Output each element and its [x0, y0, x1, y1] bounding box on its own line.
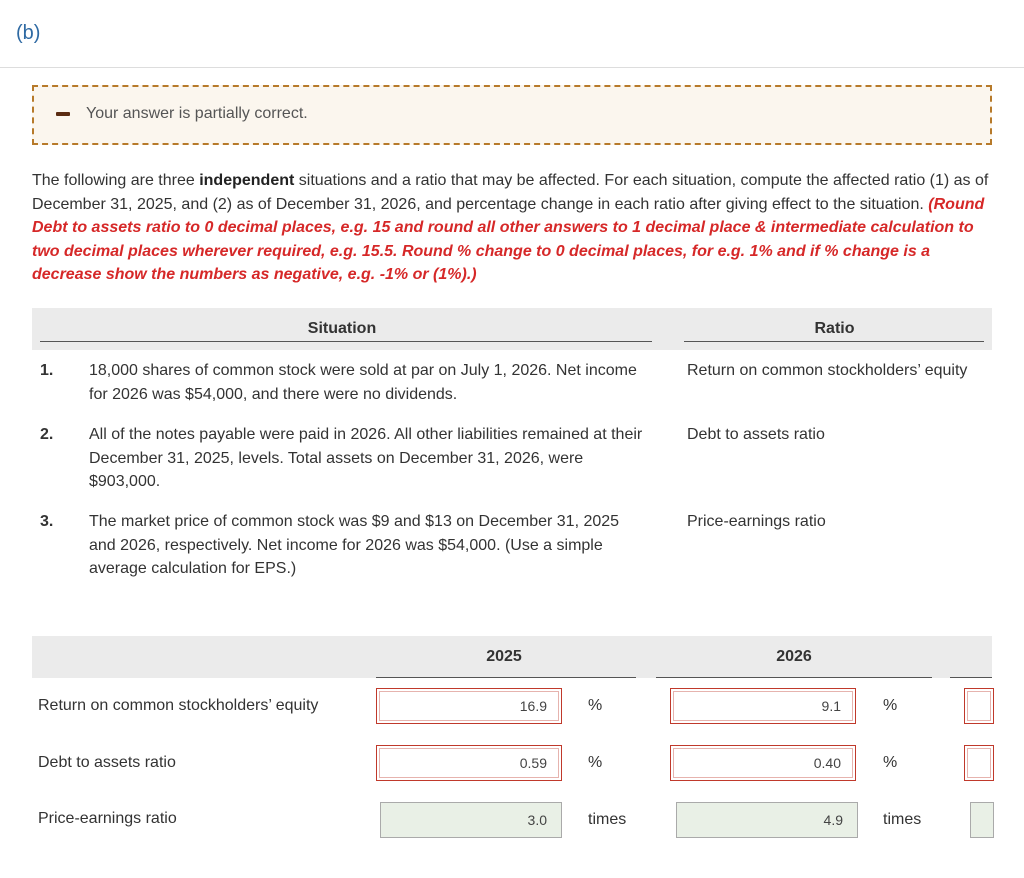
instructions-text-2: situations and a ratio that may be affected. For each situation, compute the affected ratio (1) as of December 31, 2025, and (2) as of December 31, 2026, and percentage change in each ratio after giving effect to the situation. [32, 172, 989, 213]
unit-label: % [588, 754, 603, 771]
part-label: (b) [16, 22, 41, 44]
situation-text: 18,000 shares of common stock were sold at par on July 1, 2026. Net income for 2026 was $54,000, and there were no dividends. [89, 362, 637, 403]
pe-change-input[interactable] [970, 802, 994, 838]
situation-ratio: Price-earnings ratio [687, 513, 826, 530]
unit-label: % [588, 697, 603, 714]
header-2025: 2025 [486, 648, 522, 665]
pe-2026-input[interactable]: 4.9 [676, 802, 858, 838]
answer-row-label: Return on common stockholders’ equity [38, 697, 319, 714]
top-separator [0, 67, 1024, 68]
instructions [32, 169, 997, 287]
roe-2026-input[interactable]: 9.1 [670, 688, 856, 724]
header-2026: 2026 [776, 648, 812, 665]
header-situation: Situation [307, 320, 377, 337]
roe-change-input[interactable] [964, 688, 994, 724]
debt-assets-2026-input[interactable]: 0.40 [670, 745, 856, 781]
debt-assets-2025-input[interactable]: 0.59 [376, 745, 562, 781]
unit-label: % [883, 697, 898, 714]
answer-row-label: Debt to assets ratio [38, 754, 176, 771]
situation-number: 1. [40, 362, 54, 379]
instructions-text: The following are three [32, 172, 200, 189]
situation-ratio: Debt to assets ratio [687, 426, 825, 443]
situation-text: All of the notes payable were paid in 2026. All other liabilities remained at their December 31, 2025, levels. Total assets on December 31, 2026, were $903,000. [89, 426, 643, 490]
unit-label: % [883, 754, 898, 771]
feedback-banner [32, 85, 992, 145]
instructions-bold: independent [199, 172, 295, 189]
situation-text: The market price of common stock was $9 and $13 on December 31, 2025 and 2026, respectively. Net income for 2026 was $54,000. (Use a simple average calculation for EPS.) [89, 513, 620, 577]
situation-ratio: Return on common stockholders’ equity [687, 362, 968, 379]
situation-number: 2. [40, 426, 54, 443]
rounding-note: (Round Debt to assets ratio to 0 decimal places, e.g. 15 and round all other answers to 1 decimal place & intermediate calculation to two decimal places wherever required, e.g. 15.5. Round % change to 0 decimal places, for e.g. 1% and if % change is a decrease show the numbers as negative, e.g. -1% or (1%).) [32, 195, 985, 283]
debt-assets-change-input[interactable] [964, 745, 994, 781]
situations-header [32, 308, 992, 350]
unit-label: times [588, 811, 627, 828]
situation-number: 3. [40, 513, 54, 530]
answers-header [32, 636, 992, 678]
partial-correct-icon [56, 112, 70, 116]
feedback-message: Your answer is partially correct. [86, 105, 308, 122]
unit-label: times [883, 811, 922, 828]
pe-2025-input[interactable]: 3.0 [380, 802, 562, 838]
header-ratio: Ratio [814, 320, 855, 337]
answer-row-label: Price-earnings ratio [38, 810, 177, 827]
roe-2025-input[interactable]: 16.9 [376, 688, 562, 724]
